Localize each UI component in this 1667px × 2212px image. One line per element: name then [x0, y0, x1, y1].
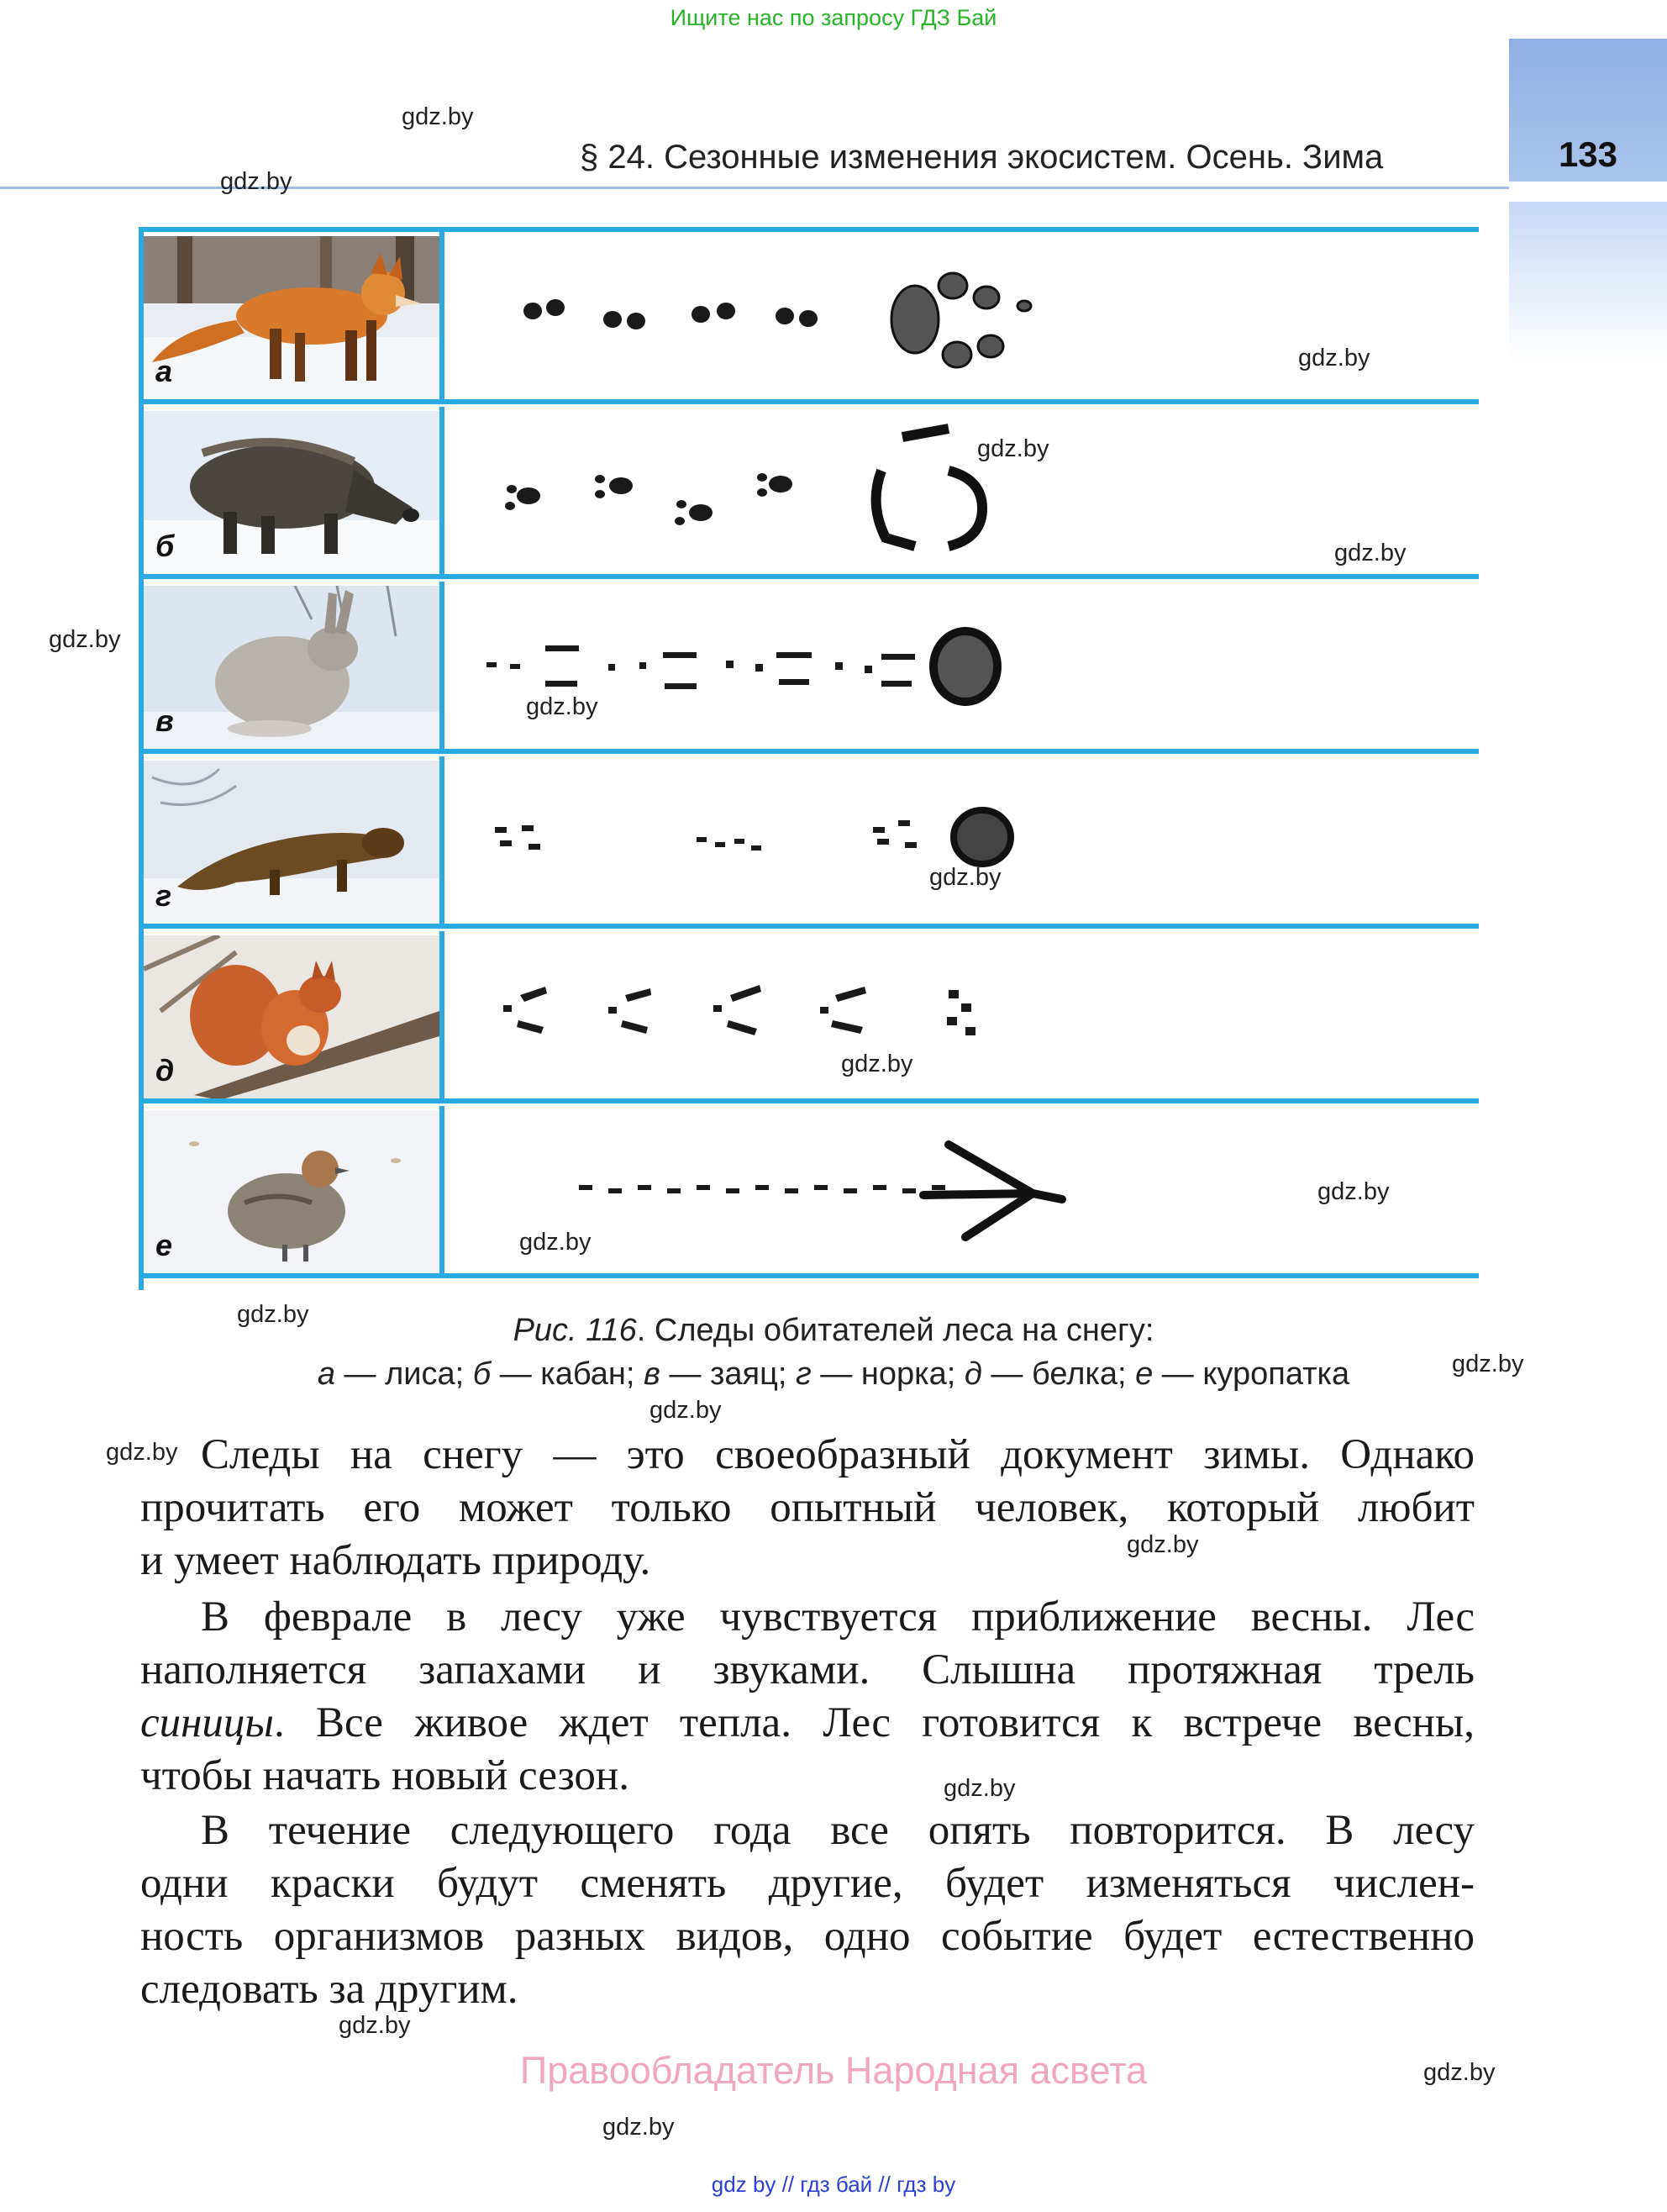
watermark: gdz.by [929, 864, 1002, 891]
figure-row-fox [139, 232, 1479, 404]
watermark: gdz.by [649, 1397, 722, 1424]
figure-label: Рис. 116 [513, 1313, 637, 1348]
row-letter-b: б [155, 529, 175, 563]
page-tab-fade [1509, 202, 1667, 361]
squirrel-photo [144, 935, 439, 1100]
mink-tracks [444, 761, 1479, 924]
paragraph-1: Следы на снегу — это своеобразный документ зимы. Однако прочитать его может только опытный человек, который любит и умеет наблюдать природу. [140, 1431, 1475, 1584]
watermark: gdz.by [944, 1775, 1016, 1802]
hare-photo [144, 586, 439, 750]
watermark: gdz.by [519, 1229, 592, 1256]
figure-caption-legend: а — лиса; б — кабан; в — заяц; г — норка; д — белка; е — куропатка [317, 1356, 1350, 1392]
paragraph-2: В феврале в лесу уже чувствуется приближение весны. Лес наполняется запахами и звуками. Слышна протяжная трель синицы. Все живое ждет тепла. Лес готовится к встрече весны, чтобы начать новый сезон. [140, 1593, 1475, 1799]
watermark: gdz.by [1317, 1178, 1390, 1205]
row-letter-a: а [155, 354, 173, 388]
watermark: gdz.by [1334, 540, 1407, 566]
paragraph-3: В течение следующего года все опять повторится. В лесу одни краски будут сменять другие, будет изменяться числен- ность организмов разных видов, одно событие будет естественно следовать за другим. [140, 1807, 1475, 2013]
watermark: gdz.by [1452, 1351, 1524, 1377]
figure-row-squirrel [139, 931, 1479, 1103]
footer-links[interactable]: gdz by // гдз бай // гдз by [711, 2172, 956, 2197]
fox-photo [144, 236, 439, 401]
figure-row-mink [139, 756, 1479, 929]
watermark: gdz.by [1423, 2059, 1496, 2086]
figure-title: . Следы обитателей леса на снегу: [636, 1313, 1154, 1348]
fox-tracks [444, 237, 1479, 399]
partridge-photo [144, 1110, 439, 1275]
row-letter-d: д [155, 1053, 175, 1088]
watermark: gdz.by [106, 1439, 178, 1466]
publisher-notice: Правообладатель Народная асвета [519, 2049, 1148, 2092]
boar-tracks [444, 412, 1479, 574]
boar-photo [144, 411, 439, 576]
squirrel-tracks [444, 936, 1479, 1098]
figure-row-boar [139, 407, 1479, 579]
top-banner-text: Ищите нас по запросу ГДЗ Бай [670, 5, 997, 30]
watermark: gdz.by [1298, 345, 1370, 371]
watermark: gdz.by [339, 2012, 411, 2039]
hare-tracks [444, 587, 1479, 749]
page-number: 133 [1558, 134, 1618, 174]
running-head: § 24. Сезонные изменения экосистем. Осень. Зима [580, 139, 1384, 176]
watermark: gdz.by [977, 435, 1049, 462]
watermark: gdz.by [1127, 1531, 1199, 1558]
watermark: gdz.by [220, 168, 292, 195]
italic-term-sinitsy: синицы [140, 1699, 274, 1746]
watermark: gdz.by [841, 1051, 913, 1077]
row-letter-g: г [155, 878, 172, 913]
watermark: gdz.by [237, 1301, 309, 1328]
watermark: gdz.by [602, 2114, 675, 2141]
watermark: gdz.by [526, 693, 598, 720]
figure-row-partridge [139, 1106, 1479, 1278]
mink-photo [144, 761, 439, 925]
figure-row-hare [139, 582, 1479, 754]
row-letter-v: в [155, 703, 174, 738]
watermark: gdz.by [49, 626, 121, 653]
figure-left-border [139, 227, 144, 1290]
row-letter-e: е [155, 1228, 173, 1262]
figure-116 [139, 227, 1479, 1290]
watermark: gdz.by [402, 103, 474, 130]
